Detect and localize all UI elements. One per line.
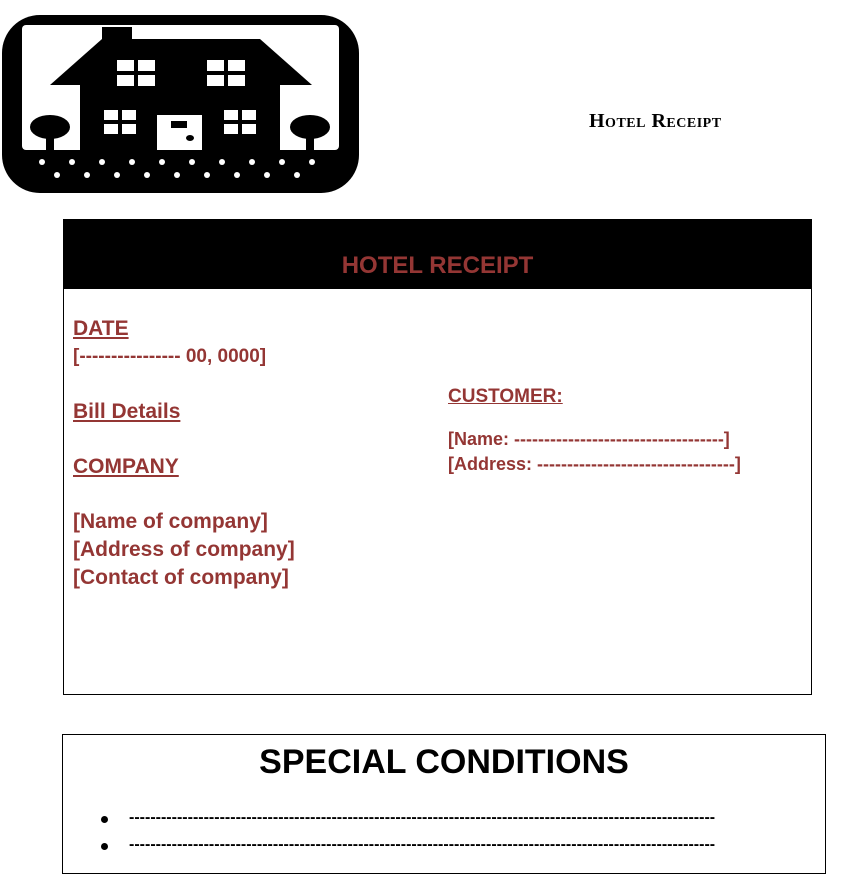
special-conditions-panel: [62, 734, 826, 874]
company-name[interactable]: [Name of company]: [73, 510, 268, 533]
company-contact[interactable]: [Contact of company]: [73, 566, 289, 589]
receipt-banner-title: HOTEL RECEIPT: [341, 252, 534, 279]
bullet-icon: [101, 816, 108, 823]
condition-item[interactable]: --------------------------------------------------------------------------------------------------------------: [129, 809, 716, 826]
receipt-panel: [63, 219, 812, 695]
company-address[interactable]: [Address of company]: [73, 538, 295, 561]
bill-details-label: Bill Details: [73, 400, 181, 423]
hotel-house-icon: [2, 15, 359, 193]
date-label: DATE: [73, 317, 129, 340]
company-label: COMPANY: [73, 455, 179, 478]
page-title: Hotel Receipt: [589, 110, 722, 132]
condition-item[interactable]: --------------------------------------------------------------------------------------------------------------: [129, 836, 716, 853]
receipt-banner: [64, 220, 811, 289]
date-value[interactable]: [---------------- 00, 0000]: [73, 346, 267, 367]
customer-name[interactable]: [Name: -----------------------------------]: [448, 429, 730, 449]
customer-label: CUSTOMER:: [448, 386, 563, 407]
special-conditions-title: SPECIAL CONDITIONS: [259, 743, 629, 781]
customer-address[interactable]: [Address: ---------------------------------]: [448, 454, 741, 474]
bullet-icon: [101, 843, 108, 850]
